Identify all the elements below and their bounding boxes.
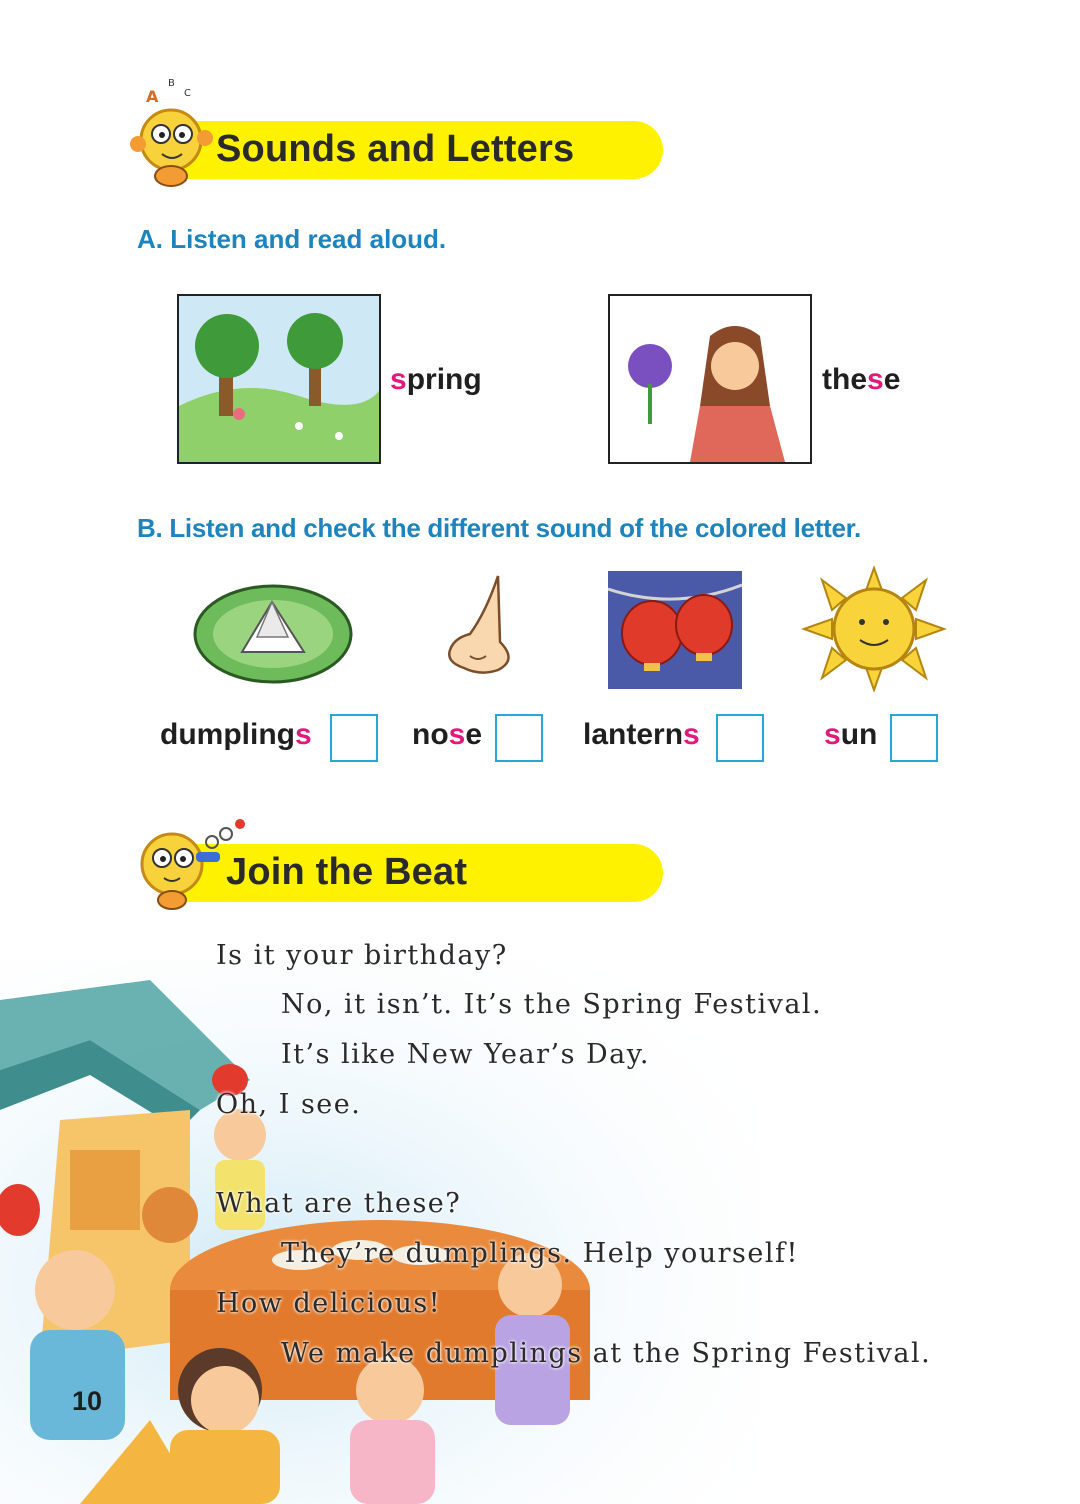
- chant-line: We make dumplings at the Spring Festival.: [281, 1338, 932, 1369]
- word-part: lantern: [583, 718, 684, 751]
- word-part: pring: [406, 363, 482, 396]
- colored-letter: s: [294, 718, 312, 751]
- beat-title: Join the Beat: [226, 851, 468, 893]
- chant-line: They’re dumplings. Help yourself!: [281, 1238, 799, 1269]
- word-part: e: [465, 718, 483, 751]
- chant-line: Is it your birthday?: [216, 940, 508, 971]
- dumplings-picture: [192, 582, 354, 686]
- chant-line: What are these?: [216, 1188, 462, 1219]
- nose-word: [412, 718, 482, 752]
- nose-checkbox[interactable]: [495, 714, 543, 762]
- svg-text:C: C: [184, 88, 191, 99]
- word-part: dumpling: [160, 718, 295, 751]
- colored-letter: s: [683, 718, 700, 751]
- part-a-instruction: A. Listen and read aloud.: [137, 224, 447, 254]
- chant-line: How delicious!: [216, 1288, 442, 1319]
- chant-line: It’s like New Year’s Day.: [281, 1039, 651, 1070]
- page-number: 10: [72, 1386, 103, 1416]
- spring-word: [390, 363, 482, 397]
- sun-word: [824, 718, 877, 752]
- colored-letter: s: [390, 363, 407, 396]
- word-part: the: [822, 363, 867, 396]
- chant-line: No, it isn’t. It’s the Spring Festival.: [281, 989, 823, 1020]
- dumplings-checkbox[interactable]: [330, 714, 378, 762]
- mascot-letters-icon: [126, 72, 218, 188]
- sun-checkbox[interactable]: [890, 714, 938, 762]
- these-picture: [608, 294, 812, 464]
- sun-picture: [800, 566, 948, 692]
- sounds-title: Sounds and Letters: [216, 128, 575, 170]
- lanterns-picture: [608, 571, 742, 689]
- colored-letter: s: [448, 718, 466, 751]
- word-part: un: [840, 718, 878, 751]
- word-part: no: [412, 718, 449, 751]
- word-part: e: [883, 363, 901, 396]
- colored-letter: s: [867, 363, 884, 396]
- dumplings-word: [160, 718, 312, 752]
- svg-text:B: B: [168, 78, 175, 89]
- lanterns-word: [583, 718, 700, 752]
- chant-line: Oh, I see.: [216, 1089, 362, 1120]
- svg-text:A: A: [146, 87, 159, 106]
- part-b-instruction: B. Listen and check the different sound of the colored letter.: [137, 513, 861, 543]
- colored-letter: s: [824, 718, 841, 751]
- spring-picture: [177, 294, 381, 464]
- these-word: [822, 363, 900, 397]
- lanterns-checkbox[interactable]: [716, 714, 764, 762]
- nose-picture: [440, 572, 518, 676]
